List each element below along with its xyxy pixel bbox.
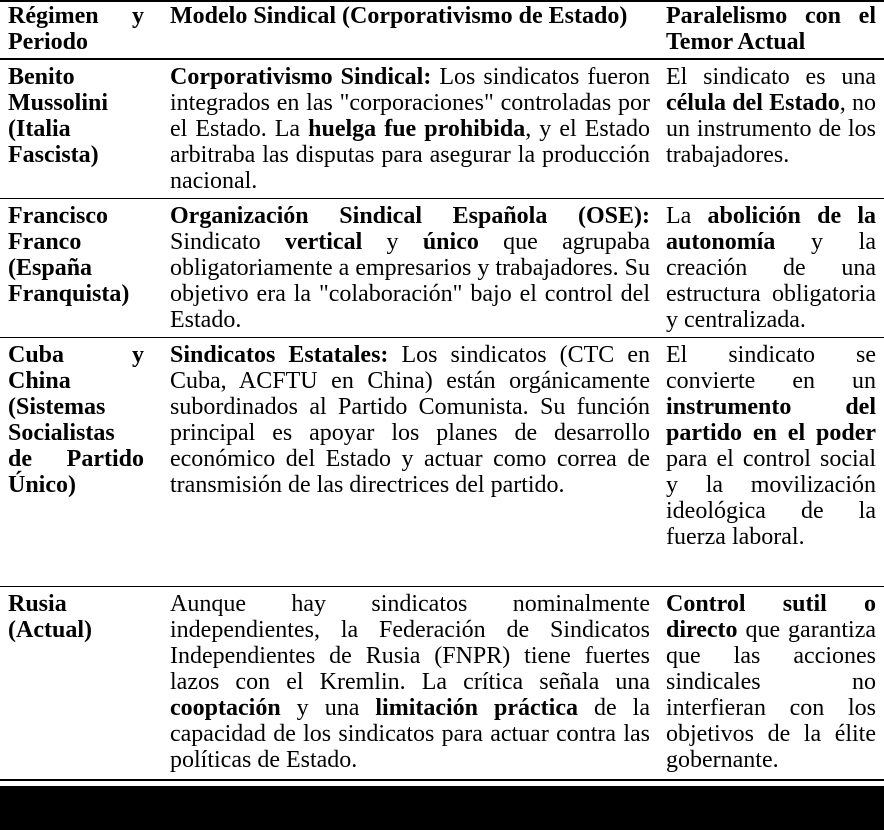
parallel-cell — [658, 338, 884, 587]
table-row — [0, 59, 884, 199]
text-run: Benito Mussolini (Italia Fascista) — [8, 64, 109, 168]
text-run: instrumento del partido en el poder — [666, 394, 876, 446]
text-run: , no un instrumento de los trabajadores. — [666, 90, 876, 168]
header-row — [0, 1, 884, 59]
text-run: cooptación — [170, 695, 281, 721]
bottom-black-bar — [0, 786, 884, 830]
text-run: Corporativismo Sindical: — [170, 64, 432, 90]
text-run: único — [422, 229, 479, 255]
text-run: vertical — [284, 229, 363, 255]
text-run: y — [362, 229, 423, 255]
text-run: Cuba y China (Sistemas Socialistas de Partido Único) — [8, 342, 144, 498]
text-run: célula del Estado — [666, 90, 840, 116]
model-cell — [162, 199, 658, 338]
regime-cell — [0, 59, 162, 199]
text-run: Control sutil o directo — [666, 591, 876, 643]
text-run: Aunque hay sindicatos nominalmente independientes, la Federación de Sindicatos Independientes de Rusia (FNPR) tiene fuertes lazos con el Kremlin. La crítica señala una — [170, 591, 650, 695]
text-run: El sindicato se convierte en un — [666, 342, 876, 394]
text-run: abolición de la autonomía — [666, 203, 876, 255]
text-run: para el control social y la movilización ideológica de la fuerza laboral. — [666, 446, 876, 550]
column-header-regimen-periodo: Régimen y Periodo — [0, 1, 162, 59]
text-run: y la creación de una estructura obligatoria y centralizada. — [666, 229, 876, 333]
text-run: Los sindicatos fueron integrados en las "corporaciones" controladas por el Estado. La — [170, 64, 650, 142]
regime-cell — [0, 199, 162, 338]
regime-cell — [0, 587, 162, 780]
text-run: y una — [280, 695, 376, 721]
table-body — [0, 59, 884, 780]
regime-cell — [0, 338, 162, 587]
text-run: La — [666, 203, 708, 229]
text-run: limitación práctica — [375, 695, 578, 721]
table-row — [0, 587, 884, 780]
text-run: que garantiza que las acciones sindicales no interfieran con los objetivos de la élite gobernante. — [666, 617, 876, 773]
table-row — [0, 338, 884, 587]
model-cell — [162, 338, 658, 587]
column-header-modelo-sindical: Modelo Sindical (Corporativismo de Estado) — [162, 1, 658, 59]
text-run: , y el Estado arbitraba las disputas para asegurar la producción nacional. — [170, 116, 651, 194]
text-run: que agrupaba obligatoriamente a empresarios y trabajadores. Su objetivo era la "colaboración" bajo el control del Estado. — [170, 229, 651, 333]
text-run: de la capacidad de los sindicatos para actuar contra las políticas de Estado. — [170, 695, 650, 773]
text-run: huelga fue prohibida — [308, 116, 526, 142]
text-run: Sindicatos Estatales: — [170, 342, 389, 368]
text-run: Rusia (Actual) — [8, 591, 92, 643]
parallel-cell — [658, 199, 884, 338]
text-run: Los sindicatos (CTC en Cuba, ACFTU en China) están orgánicamente subordinados al Partido Comunista. Su función principal es apoyar los planes de desarrollo económico del Estado y actuar como correa de transmisión de las directrices del partido. — [170, 342, 650, 498]
column-header-paralelismo: Paralelismo con el Temor Actual — [658, 1, 884, 59]
text-run: Organización Sindical Española (OSE): — [170, 203, 650, 229]
text-run: Francisco Franco (España Franquista) — [8, 203, 130, 307]
table-row — [0, 199, 884, 338]
model-cell — [162, 587, 658, 780]
text-run: El sindicato es una — [666, 64, 876, 90]
parallel-cell — [658, 587, 884, 780]
model-cell — [162, 59, 658, 199]
table-header — [0, 1, 884, 59]
text-run: Sindicato — [170, 229, 285, 255]
parallel-cell — [658, 59, 884, 199]
